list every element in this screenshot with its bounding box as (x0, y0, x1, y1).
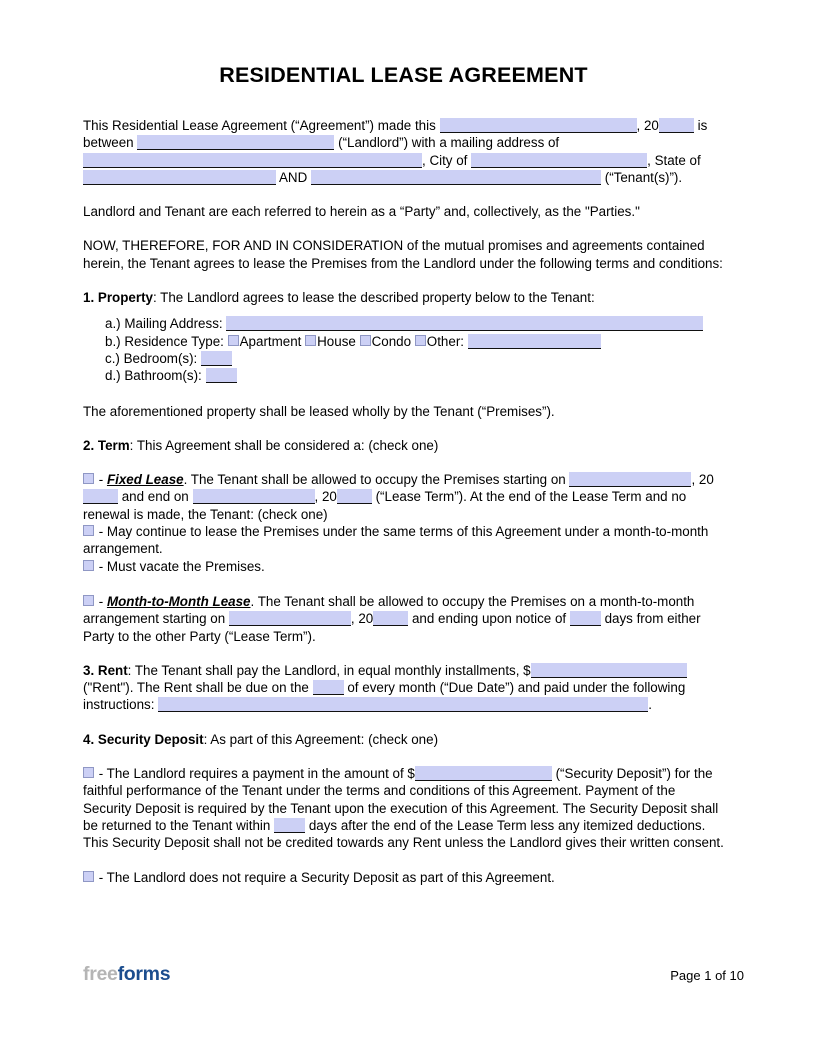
month-to-month-label: Month-to-Month Lease (106, 593, 251, 609)
residence-type-other-field[interactable] (468, 334, 601, 349)
item-marker: a.) (105, 316, 121, 332)
spacer (83, 454, 725, 471)
section-security-deposit-number: 4. (83, 731, 95, 747)
monthly-rent-amount-field[interactable] (531, 663, 687, 678)
item-label: Bedroom(s): (123, 350, 198, 366)
option-label-apartment: Apartment (239, 333, 302, 349)
page-footer (83, 958, 744, 998)
security-deposit-return-days-field[interactable] (274, 818, 305, 833)
mtm-text-3: and ending upon notice of (411, 611, 567, 627)
item-label: Mailing Address: (124, 316, 223, 332)
intro-text-5: (“Landlord”) with a mailing address of (338, 135, 560, 151)
section-security-deposit-lead: : As part of this Agreement: (check one) (203, 731, 439, 747)
mtm-text-1: . The Tenant shall be allowed to occupy the Premises on a month-to-month arrangement starting on (83, 593, 695, 627)
rent-payment-instructions-field[interactable] (158, 697, 648, 712)
section-security-deposit-heading (83, 731, 725, 748)
section-term-heading (83, 437, 725, 454)
consideration-clause: NOW, THEREFORE, FOR AND IN CONSIDERATION of the mutual promises and agreements contained herein, the Tenant agrees to lease the Premises from the Landlord under the following terms and conditions: (83, 238, 723, 271)
landlord-city-field[interactable] (471, 153, 647, 168)
property-closing-clause: The aforementioned property shall be leased wholly by the Tenant (“Premises”). (83, 403, 555, 419)
checkbox-security-deposit-not-required[interactable] (83, 871, 94, 882)
checkbox-must-vacate[interactable] (83, 560, 94, 571)
rent-due-date-field[interactable] (313, 680, 344, 695)
security-deposit-amount-field[interactable] (415, 766, 552, 781)
spacer (83, 186, 725, 203)
mtm-start-date-field[interactable] (229, 611, 351, 626)
mtm-notice-days-field[interactable] (570, 611, 601, 626)
spacer (83, 306, 725, 315)
item-label: Bathroom(s): (124, 368, 202, 384)
bathrooms-field[interactable] (206, 368, 237, 383)
section-property-number: 1. (83, 290, 95, 306)
section-rent (83, 662, 725, 714)
fixed-lease-text-3: and end on (121, 489, 189, 505)
spacer (83, 714, 725, 731)
intro-text-8: AND (278, 169, 308, 185)
sd-not-required-label: - The Landlord does not require a Security Deposit as part of this Agreement. (98, 869, 555, 885)
suboption-continue-label: - May continue to lease the Premises under the same terms of this Agreement under a month-to-month arrangement. (83, 524, 709, 557)
document-body (83, 117, 725, 886)
fixed-lease-start-year-field[interactable] (83, 489, 118, 504)
landlord-address-field[interactable] (83, 153, 422, 168)
fixed-lease-option (83, 471, 725, 523)
spacer (83, 748, 725, 765)
intro-text-1: This Residential Lease Agreement (“Agreement”) made this (83, 118, 436, 133)
security-deposit-required-option (83, 765, 725, 851)
page-number: Page 1 of 10 (670, 968, 744, 983)
checkbox-continue-month-to-month[interactable] (83, 525, 94, 536)
mtm-text-2: , 20 (350, 611, 374, 627)
rent-text-1: : The Tenant shall pay the Landlord, in equal monthly installments, $ (127, 662, 531, 678)
fixed-lease-label: Fixed Lease (106, 472, 184, 488)
intro-text-4: between (83, 135, 134, 151)
sd-text-2: (“Security Deposit”) for the faithful performance of the Tenant under the terms and conditions of this Agreement. Payment of the Security Deposit is required by the Tenant upon the execution of this Agreement. The Security Deposit shall be returned to the Tenant within (83, 766, 719, 833)
checkbox-month-to-month-lease[interactable] (83, 595, 94, 606)
option-label-condo: Condo (371, 333, 412, 349)
intro-paragraph (83, 117, 725, 186)
suboption-vacate-label: - Must vacate the Premises. (98, 558, 265, 574)
page-title: RESIDENTIAL LEASE AGREEMENT (219, 63, 588, 87)
section-rent-number: 3. (83, 662, 95, 678)
property-details-list (83, 315, 725, 384)
fixed-lease-text-4: , 20 (314, 489, 337, 505)
intro-text-7: , State of (647, 152, 701, 168)
item-marker: c.) (105, 350, 120, 366)
month-to-month-option (83, 593, 725, 645)
security-deposit-not-required-option (83, 869, 725, 886)
checkbox-house[interactable] (305, 335, 316, 346)
fixed-lease-text-2: , 20 (691, 472, 714, 488)
landlord-name-field[interactable] (137, 135, 334, 150)
section-term-number: 2. (83, 437, 95, 453)
intro-text-6: , City of (422, 152, 468, 168)
item-marker: b.) (105, 333, 121, 349)
list-item-bathrooms (83, 367, 725, 384)
section-rent-title: Rent (97, 662, 128, 678)
tenant-name-field[interactable] (311, 170, 601, 185)
option-label-house: House (317, 333, 356, 349)
spacer (83, 852, 725, 869)
list-item-residence-type (83, 333, 725, 350)
fixed-lease-text-5: (“Lease Term”). At the end of the Lease Term and no renewal is made, the Tenant: (check one) (83, 489, 687, 522)
spacer (83, 220, 725, 237)
section-term-title: Term (97, 437, 130, 453)
mtm-dash: - (98, 593, 104, 609)
spacer (83, 272, 725, 289)
agreement-date-field[interactable] (440, 118, 637, 133)
agreement-year-field[interactable] (659, 118, 694, 133)
section-property-heading (83, 289, 725, 306)
sd-text-1: - The Landlord requires a payment in the amount of $ (98, 766, 415, 782)
list-item-mailing-address (83, 315, 725, 332)
fixed-lease-end-date-field[interactable] (193, 489, 315, 504)
intro-text-9: (“Tenant(s)”). (604, 169, 683, 185)
checkbox-apartment[interactable] (228, 335, 239, 346)
item-label: Residence Type: (124, 333, 224, 349)
checkbox-condo[interactable] (360, 335, 371, 346)
section-property-lead: : The Landlord agrees to lease the described property below to the Tenant: (152, 290, 595, 306)
mtm-text-4: days from either Party to the other Party (“Lease Term”). (83, 611, 701, 644)
parties-clause: Landlord and Tenant are each referred to herein as a “Party” and, collectively, as the "Parties." (83, 204, 640, 220)
checkbox-fixed-lease[interactable] (83, 473, 94, 484)
rent-text-3: of every month (“Due Date”) and paid under the following instructions: (83, 680, 686, 713)
spacer (83, 420, 725, 437)
spacer (83, 645, 725, 662)
landlord-state-field[interactable] (83, 170, 276, 185)
fixed-lease-start-date-field[interactable] (569, 472, 691, 487)
fixed-lease-suboption-continue (83, 523, 725, 558)
spacer (83, 575, 725, 593)
freeforms-logo[interactable] (83, 963, 170, 986)
section-security-deposit-title: Security Deposit (97, 731, 204, 747)
section-term-lead: : This Agreement shall be considered a: (check one) (129, 437, 439, 453)
property-mailing-address-field[interactable] (226, 316, 703, 331)
option-label-other: Other: (426, 333, 465, 349)
spacer (83, 385, 725, 403)
intro-text-2: , 20 (636, 118, 659, 133)
mtm-start-year-field[interactable] (373, 611, 408, 626)
intro-text-3: is (697, 118, 708, 133)
logo-text-forms: forms (117, 963, 171, 985)
fixed-lease-dash: - (98, 472, 104, 488)
rent-text-2: ("Rent"). The Rent shall be due on the (83, 680, 309, 696)
fixed-lease-end-year-field[interactable] (337, 489, 372, 504)
checkbox-other[interactable] (415, 335, 426, 346)
bedrooms-field[interactable] (201, 351, 232, 366)
logo-text-free: free (83, 963, 118, 985)
fixed-lease-text-1: . The Tenant shall be allowed to occupy the Premises starting on (183, 472, 566, 488)
sd-text-3: days after the end of the Lease Term less any itemized deductions. This Security Deposit shall not be credited towards any Rent unless the Landlord gives their written consent. (83, 817, 724, 851)
fixed-lease-suboption-vacate (83, 558, 725, 575)
section-property-title: Property (97, 290, 153, 306)
rent-text-4: . (648, 697, 652, 713)
checkbox-security-deposit-required[interactable] (83, 767, 94, 778)
item-marker: d.) (105, 368, 121, 384)
list-item-bedrooms (83, 350, 725, 367)
